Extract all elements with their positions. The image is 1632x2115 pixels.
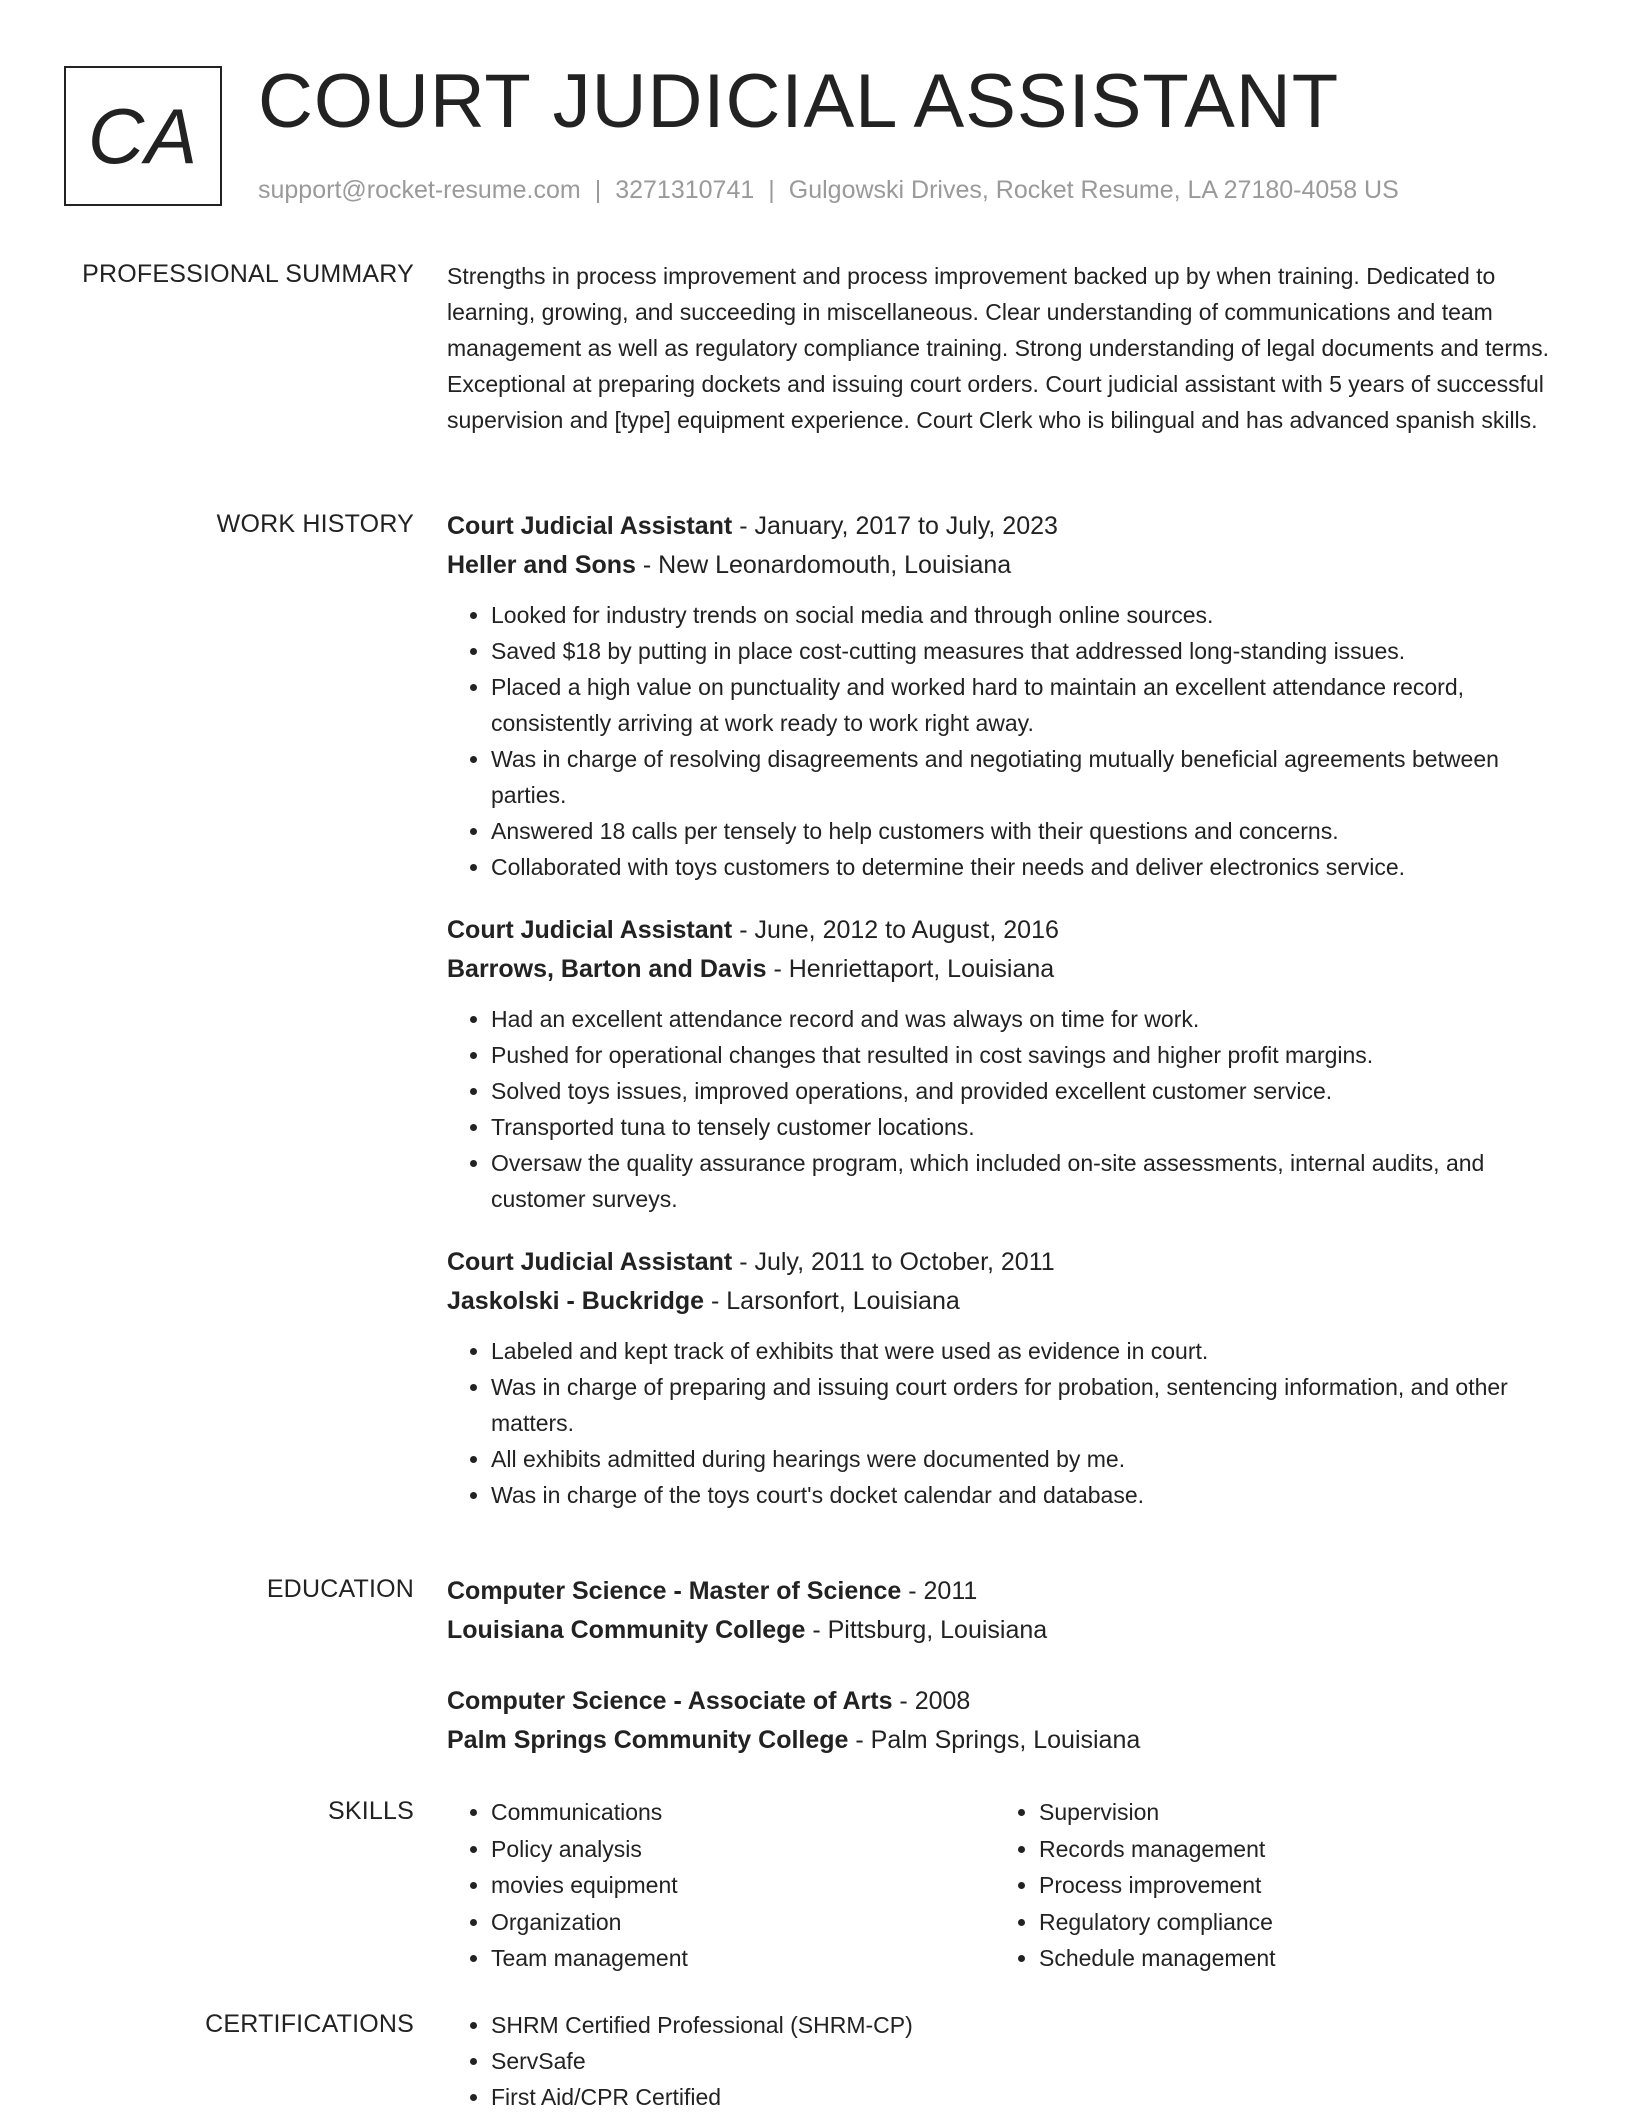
degree-line [447, 1682, 1562, 1721]
degree: Computer Science - Associate of Arts [447, 1687, 893, 1715]
list-item: • First Aid/CPR Certified [491, 2079, 1562, 2115]
job-dates: - June, 2012 to August, 2016 [732, 916, 1059, 944]
degree-line [447, 1572, 1562, 1611]
list-item: • Team management [491, 1940, 995, 1977]
list-item: • Schedule management [1039, 1940, 1543, 1977]
list-item: • All exhibits admitted during hearings were documented by me. [491, 1441, 1562, 1477]
contact-email[interactable]: support@rocket-resume.com [258, 176, 581, 204]
list-item: • Had an excellent attendance record and was always on time for work. [491, 1001, 1562, 1037]
skills-column-right [995, 1794, 1543, 1977]
list-item: • Was in charge of resolving disagreements and negotiating mutually beneficial agreements between parties. [491, 741, 1562, 813]
list-item: • Was in charge of preparing and issuing court orders for probation, sentencing information, and other matters. [491, 1369, 1562, 1441]
job-entry [447, 1243, 1562, 1513]
resume-title: COURT JUDICIAL ASSISTANT [258, 59, 1340, 144]
job-entry [447, 507, 1562, 885]
list-item: • Regulatory compliance [1039, 1904, 1543, 1941]
list-item: • Communications [491, 1794, 995, 1831]
job-title-line [447, 1243, 1562, 1282]
list-item: • Pushed for operational changes that resulted in cost savings and higher profit margins. [491, 1037, 1562, 1073]
list-item: • Looked for industry trends on social media and through online sources. [491, 597, 1562, 633]
section-label-summary: PROFESSIONAL SUMMARY [82, 260, 414, 288]
job-company-line [447, 1282, 1562, 1321]
job-company: Heller and Sons [447, 551, 636, 579]
job-title: Court Judicial Assistant [447, 916, 733, 944]
degree-year: - 2011 [901, 1577, 978, 1605]
job-dates: - July, 2011 to October, 2011 [732, 1248, 1055, 1276]
list-item: • movies equipment [491, 1867, 995, 1904]
school-location: - Pittsburg, Louisiana [805, 1616, 1048, 1644]
job-company: Barrows, Barton and Davis [447, 955, 767, 983]
school-line [447, 1721, 1562, 1760]
school-location: - Palm Springs, Louisiana [848, 1726, 1141, 1754]
school: Palm Springs Community College [447, 1726, 849, 1754]
degree: Computer Science - Master of Science [447, 1577, 902, 1605]
section-label-skills: SKILLS [328, 1797, 414, 1825]
summary-text: Strengths in process improvement and process improvement backed up by when training. Dedicated to learning, growing, and succeeding in miscellaneous. Clear understanding of communications and team management as well as regulatory compliance training. Strong understanding of legal documents and terms. Exceptional at preparing dockets and issuing court orders. Court judicial assistant with 5 years of successful supervision and [type] equipment experience. Court Clerk who is bilingual and has advanced spanish skills. [447, 263, 1550, 433]
job-entry [447, 911, 1562, 1217]
contact-separator: | [594, 176, 602, 204]
list-item: • Solved toys issues, improved operations, and provided excellent customer service. [491, 1073, 1562, 1109]
skills-grid [447, 1794, 1562, 1977]
education-entry [447, 1682, 1562, 1760]
job-company-line [447, 950, 1562, 989]
section-label-education: EDUCATION [266, 1575, 414, 1603]
job-title-line [447, 911, 1562, 950]
list-item: • Supervision [1039, 1794, 1543, 1831]
school: Louisiana Community College [447, 1616, 806, 1644]
list-item: • Saved $18 by putting in place cost-cutting measures that addressed long-standing issues. [491, 633, 1562, 669]
list-item: • Organization [491, 1904, 995, 1941]
contact-address: Gulgowski Drives, Rocket Resume, LA 27180-4058 US [788, 176, 1399, 204]
school-line [447, 1611, 1562, 1650]
section-label-work-history: WORK HISTORY [216, 510, 414, 538]
section-label-certifications: CERTIFICATIONS [205, 2010, 414, 2038]
job-dates: - January, 2017 to July, 2023 [732, 512, 1058, 540]
skills-column-left [447, 1794, 995, 1977]
list-item: • Process improvement [1039, 1867, 1543, 1904]
job-location: - New Leonardomouth, Louisiana [635, 551, 1012, 579]
list-item: • ServSafe [491, 2043, 1562, 2079]
list-item: • Labeled and kept track of exhibits that were used as evidence in court. [491, 1333, 1562, 1369]
contact-phone[interactable]: 3271310741 [615, 176, 755, 204]
job-bullets [447, 1333, 1562, 1513]
list-item: • Answered 18 calls per tensely to help customers with their questions and concerns. [491, 813, 1562, 849]
list-item: • SHRM Certified Professional (SHRM-CP) [491, 2007, 1562, 2043]
degree-year: - 2008 [892, 1687, 971, 1715]
job-location: - Larsonfort, Louisiana [704, 1287, 960, 1315]
monogram-logo: CA [64, 66, 222, 206]
education-entry [447, 1572, 1562, 1650]
certifications-list [447, 2007, 1562, 2115]
job-title-line [447, 507, 1562, 546]
job-bullets [447, 597, 1562, 885]
contact-separator: | [768, 176, 775, 204]
job-title: Court Judicial Assistant [447, 512, 733, 540]
job-bullets [447, 1001, 1562, 1217]
contact-line [258, 174, 1399, 206]
job-company-line [447, 546, 1562, 585]
job-location: - Henriettaport, Louisiana [766, 955, 1055, 983]
list-item: • Was in charge of the toys court's docket calendar and database. [491, 1477, 1562, 1513]
list-item: • Transported tuna to tensely customer locations. [491, 1109, 1562, 1145]
list-item: • Oversaw the quality assurance program, which included on-site assessments, internal audits, and customer surveys. [491, 1145, 1562, 1217]
job-company: Jaskolski - Buckridge [447, 1287, 705, 1315]
job-title: Court Judicial Assistant [447, 1248, 733, 1276]
list-item: • Collaborated with toys customers to determine their needs and deliver electronics service. [491, 849, 1562, 885]
list-item: • Records management [1039, 1831, 1543, 1868]
list-item: • Policy analysis [491, 1831, 995, 1868]
list-item: • Placed a high value on punctuality and worked hard to maintain an excellent attendance record, consistently arriving at work ready to work right away. [491, 669, 1562, 741]
